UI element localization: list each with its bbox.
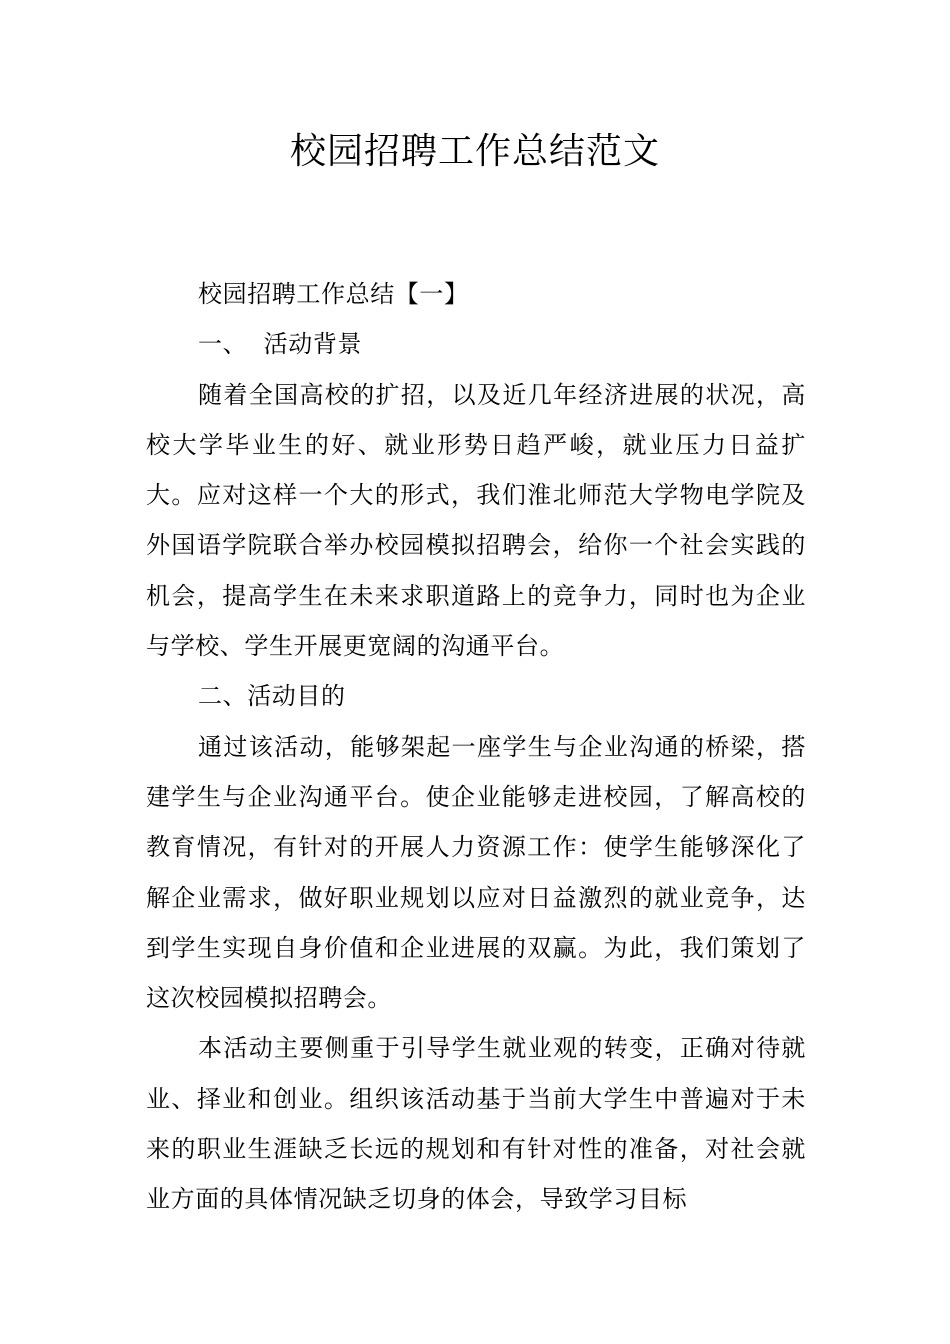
section1-heading: 一、 活动背景 — [198, 330, 363, 359]
section2-heading: 二、活动目的 — [198, 682, 346, 711]
section2-paragraph-2: 本活动主要侧重于引导学生就业观的转变，正确对待就业、择业和创业。组织该活动基于当前大学生中普遍对于未来的职业生涯缺乏长远的规划和有针对性的准备，对社会就业方面的具体情况缺乏切身的体会，导致学习目标 — [146, 1034, 806, 1214]
section1-paragraph: 随着全国高校的扩招，以及近几年经济进展的状况，高校大学毕业生的好、就业形势日趋严峻，就业压力日益扩大。应对这样一个大的形式，我们淮北师范大学物电学院及外国语学院联合举办校园模拟招聘会，给你一个社会实践的机会，提高学生在未来求职道路上的竞争力，同时也为企业与学校、学生开展更宽阔的沟通平台。 — [146, 380, 806, 661]
document-body — [146, 269, 806, 1225]
document-title: 校园招聘工作总结范文 — [289, 131, 660, 172]
section2-paragraph-1: 通过该活动，能够架起一座学生与企业沟通的桥梁，搭建学生与企业沟通平台。使企业能够走进校园，了解高校的教育情况，有针对的开展人力资源工作：使学生能够深化了解企业需求，做好职业规划以应对日益激烈的就业竞争，达到学生实现自身价值和企业进展的双赢。为此，我们策划了这次校园模拟招聘会。 — [146, 732, 806, 1013]
subtitle: 校园招聘工作总结【一】 — [198, 280, 469, 308]
